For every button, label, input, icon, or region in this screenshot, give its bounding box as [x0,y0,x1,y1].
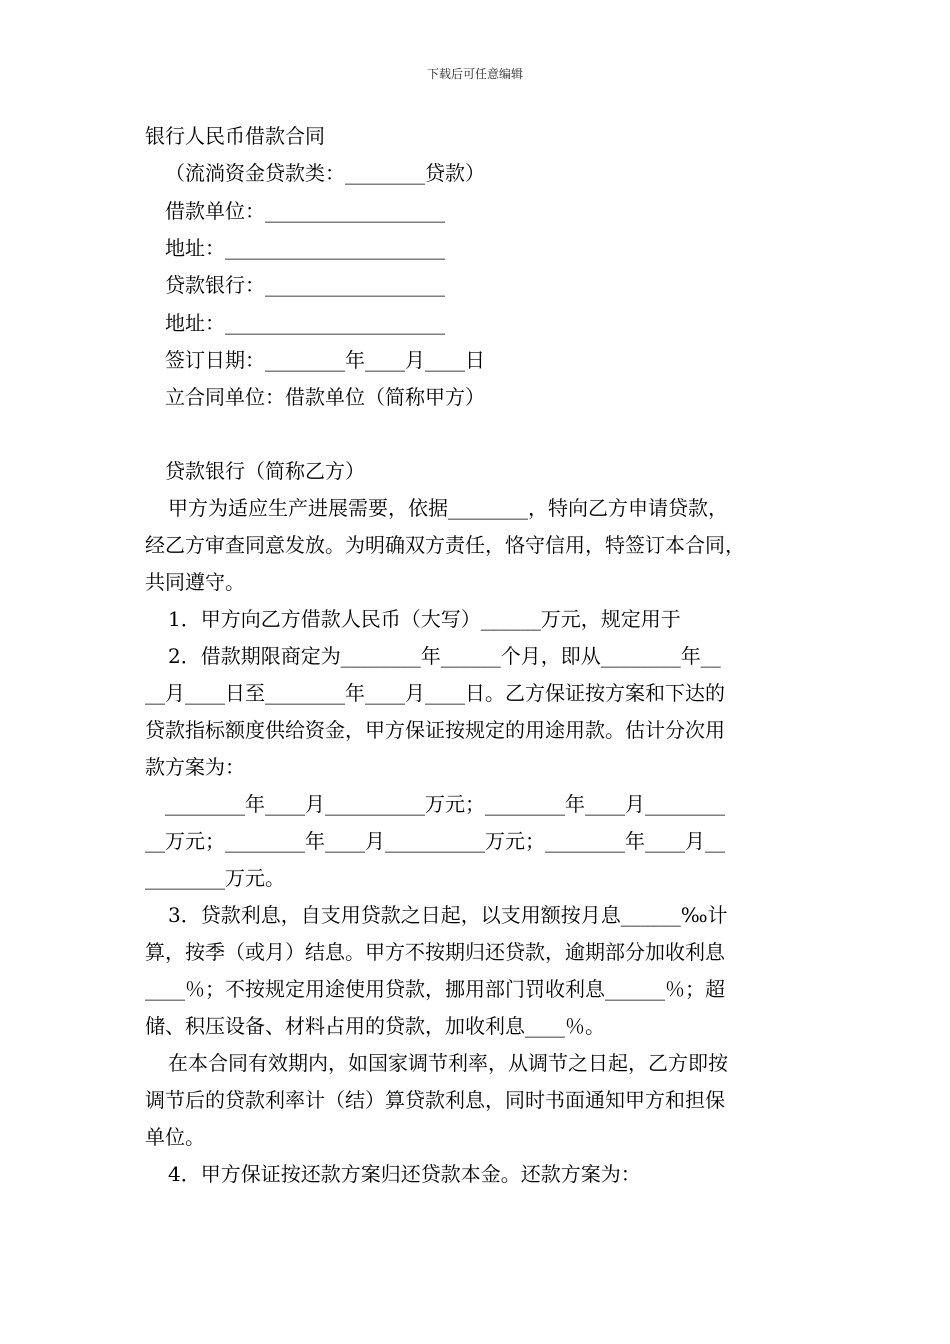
paragraph-line: ____％；不按规定用途使用贷款，挪用部门罚收利息______％；超 [145,977,725,1001]
party-b-line: 贷款银行（简称乙方） [165,459,365,483]
paragraph-line: __月____日至________年____月____日。乙方保证按方案和下达的 [145,681,725,705]
paragraph-line: 储、积压设备、材料占用的贷款，加收利息____％。 [145,1014,605,1038]
schedule-line: __万元；________年____月__________万元；________年____月__ [145,829,725,853]
schedule-line: ________年____月__________万元；________年____月________ [165,792,725,816]
borrower-field: 借款单位：__________________ [165,199,445,223]
paragraph-line: 贷款指标额度供给资金，甲方保证按规定的用途用款。估计分次用 [145,718,725,742]
loan-type-line: （流淌资金贷款类：________贷款） [165,161,485,185]
borrower-address-field: 地址：______________________ [165,236,445,260]
party-a-line: 立合同单位：借款单位（简称甲方） [165,385,485,409]
lender-address-field: 地址：______________________ [165,311,445,335]
signing-date-field: 签订日期：________年____月____日 [165,348,485,372]
clause-1: 1．甲方向乙方借款人民币（大写）______万元，规定用于 [168,607,681,631]
paragraph-line: 算，按季（或月）结息。甲方不按期归还贷款，逾期部分加收利息 [145,940,725,964]
paragraph-line: 经乙方审查同意发放。为明确双方责任，恪守信用，特签订本合同， [145,533,745,557]
document-title: 银行人民币借款合同 [145,124,325,148]
paragraph-line: 在本合同有效期内，如国家调节利率，从调节之日起，乙方即按 [168,1051,728,1075]
paragraph-line: 甲方为适应生产进展需要，依据________，特向乙方申请贷款， [168,496,728,520]
schedule-line: ________万元。 [145,866,285,890]
paragraph-line: 共同遵守。 [145,570,245,594]
lender-bank-field: 贷款银行：__________________ [165,273,445,297]
paragraph-line: 调节后的贷款利率计（结）算贷款利息，同时书面通知甲方和担保 [145,1088,725,1112]
paragraph-line: 款方案为： [145,755,245,779]
clause-3: 3．贷款利息，自支用贷款之日起，以支用额按月息______‰计 [168,903,728,927]
clause-2: 2．借款期限商定为________年______个月，即从________年__ [168,644,721,668]
paragraph-line: 单位。 [145,1125,205,1149]
page-header: 下载后可任意编辑 [426,67,523,81]
clause-4: 4．甲方保证按还款方案归还贷款本金。还款方案为： [168,1162,641,1186]
